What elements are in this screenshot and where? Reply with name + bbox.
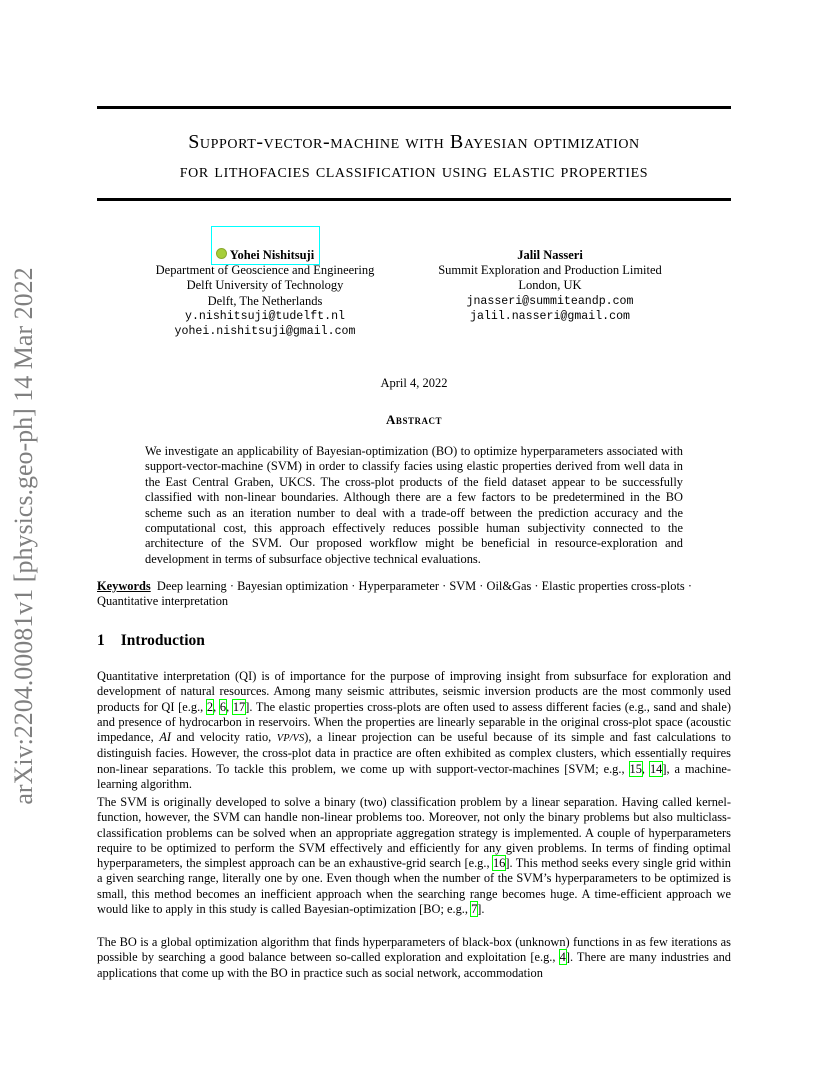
author-2-affiliation-2: London, UK bbox=[518, 278, 582, 293]
paper-title bbox=[97, 128, 731, 186]
title-line-1: Support-vector-machine with Bayesian optimization bbox=[188, 131, 640, 153]
author-2-email-2[interactable]: jalil.nasseri@gmail.com bbox=[469, 309, 631, 323]
keywords-list: Deep learning · Bayesian optimization · Hyperparameter · SVM · Oil&Gas · Elastic properties cross-plots · Quantitative interpretation bbox=[97, 579, 692, 609]
section-heading bbox=[97, 632, 205, 650]
abstract-text: We investigate an applicability of Bayesian-optimization (BO) to optimize hyperparameters associated with support-vector-machine (SVM) in order to classify facies using elastic properties derived from well data in the East Central Graben, UKCS. The cross-plot products of the field dataset appear to be successfully classified with non-linear boundaries. Although there are a few factors to be predetermined in the BO scheme such as an iteration number to deal with a trade-off between the prediction accuracy and the computational cost, this approach effectively reduces possible human subjectivity connected to the architecture of the SVM. Our proposed workflow might be beneficial in resource-exploration and development in terms of subsurface objective technical evaluations. bbox=[145, 444, 683, 566]
author-1-affiliation-1: Department of Geoscience and Engineering bbox=[155, 263, 375, 278]
author-1-affiliation-3: Delft, The Netherlands bbox=[207, 293, 323, 308]
citation-link[interactable]: 6 bbox=[219, 699, 227, 714]
citation-link[interactable]: 4 bbox=[559, 950, 566, 965]
citation-link[interactable]: 15 bbox=[629, 761, 642, 776]
author-1-email-2[interactable]: yohei.nishitsuji@gmail.com bbox=[174, 325, 356, 339]
intro-paragraph-1: Quantitative interpretation (QI) is of importance for the purpose of improving insight from subsurface for exploration and development of natural resources. Among many seismic attributes, seismic inversion products are the most commonly used products for QI [e.g., 2, 6, 17]. The elastic properties cross-plots are often used to assess different facies (e.g., sand and shale) and presence of hydrocarbon in reservoirs. When the properties are linearly separable in the original cross-plot space (acoustic impedance, AI and velocity ratio, VP/VS), a linear projection can be useful because of its simple and fast calculations to distinguish facies. However, the cross-plot data in practice are often exhibited as complex clusters, which essentially requires non-linear separations. To tackle this problem, we come up with support-vector-machines [SVM; e.g., 15, 14], a machine-learning algorithm. bbox=[97, 669, 732, 792]
section-title: Introduction bbox=[120, 632, 205, 649]
title-top-rule bbox=[97, 106, 731, 109]
author-1-email-1[interactable]: y.nishitsuji@tudelft.nl bbox=[184, 309, 346, 323]
orcid-icon[interactable] bbox=[216, 248, 227, 259]
intro-paragraph-3: The BO is a global optimization algorithm that finds hyperparameters of black-box (unknown) functions in as few iterations as possible by searching a good balance between so-called exploration and exploitation [e.g., 4]. There are many industries and applications that come up with the BO in practice such as social network, accommodation bbox=[97, 935, 732, 980]
citation-link[interactable]: 14 bbox=[649, 761, 663, 776]
citation-link[interactable]: 17 bbox=[232, 699, 246, 714]
keywords-label: Keywords bbox=[97, 579, 151, 593]
author-1-name[interactable]: Yohei Nishitsuji bbox=[229, 248, 315, 262]
keywords bbox=[97, 579, 731, 610]
math-ai: AI bbox=[159, 730, 172, 745]
paper-date: April 4, 2022 bbox=[380, 376, 448, 390]
author-2-name: Jalil Nasseri bbox=[517, 248, 583, 262]
citation-link[interactable]: 7 bbox=[471, 902, 478, 917]
title-line-2: for lithofacies classification using elastic properties bbox=[179, 160, 649, 182]
author-2 bbox=[425, 248, 675, 324]
section-number: 1 bbox=[97, 632, 105, 649]
author-2-email-1[interactable]: jnasseri@summiteandp.com bbox=[466, 294, 634, 308]
author-2-affiliation-1: Summit Exploration and Production Limited bbox=[438, 263, 662, 278]
intro-paragraph-2: The SVM is originally developed to solve a binary (two) classification problem by a linear separation. Having called kernel-function, however, the SVM can handle non-linear problems too. Moreover, not only the binary problems but also multiclass-classification problems can be solved when an appropriate aggregation strategy is implemented. A couple of hyperparameters require to be optimized to perform the SVM effectively and efficiently for any given problems. In terms of finding optimal hyperparameters, the simplest approach can be an exhaustive-grid search [e.g., 16]. This method seeks every single grid within a given searching range, literally one by one. Even though when the number of the SVM’s hyperparameters to be optimized is small, this method becomes an inefficient approach when the searching range becomes huge. A time-efficient approach we would like to apply in this study is called Bayesian-optimization [BO; e.g., 7]. bbox=[97, 795, 731, 917]
citation-link[interactable]: 16 bbox=[492, 856, 506, 871]
title-bottom-rule bbox=[97, 198, 731, 201]
author-1-affiliation-2: Delft University of Technology bbox=[186, 278, 344, 293]
arxiv-identifier: arXiv:2204.00081v1 [physics.geo-ph] 14 Mar 2022 bbox=[9, 267, 38, 805]
abstract-heading: Abstract bbox=[386, 412, 442, 427]
citation-link[interactable]: 2 bbox=[206, 699, 214, 714]
author-1 bbox=[140, 248, 390, 339]
math-velocity-ratio: VP/VS bbox=[276, 733, 305, 745]
